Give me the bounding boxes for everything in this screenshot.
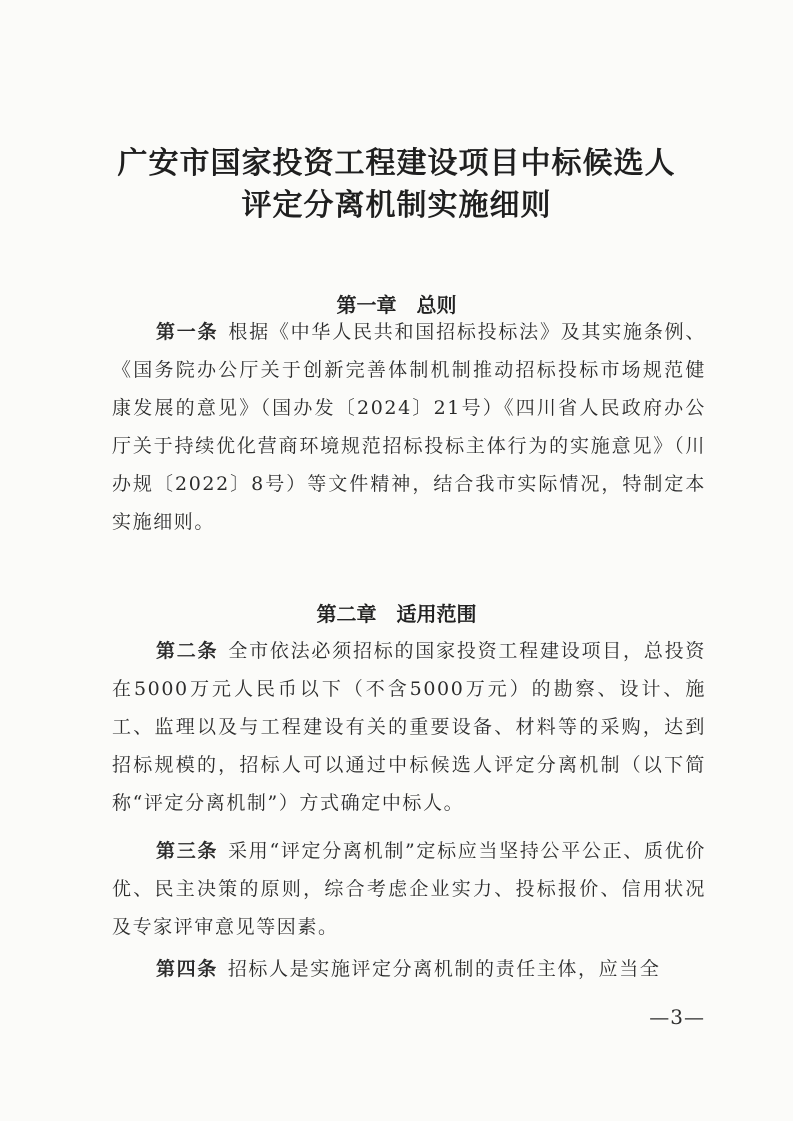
article-4-text: 招标人是实施评定分离机制的责任主体，应当全 <box>227 958 661 980</box>
article-1-text: 根据《中华人民共和国招标投标法》及其实施条例、《国务院办公厅关于创新完善体制机制推动招标投标市场规范健康发展的意见》（国办发〔2024〕21号）《四川省人民政府办公厅关于持续优化营商环境规范招标投标主体行为的实施意见》（川办规〔2022〕8号）等文件精神，结合我市实际情况，特制定本实施细则。 <box>112 321 706 533</box>
article-3-label: 第三条 <box>156 840 219 862</box>
article-1-label: 第一条 <box>156 321 219 343</box>
document-title-line-2: 评定分离机制实施细则 <box>241 188 552 223</box>
article-3 <box>112 832 706 946</box>
chapter-2-heading: 第二章 适用范围 <box>316 602 477 626</box>
article-1 <box>112 313 706 541</box>
article-4 <box>112 950 706 988</box>
document-title-line-1: 广安市国家投资工程建设项目中标候选人 <box>117 146 676 181</box>
article-2-text: 全市依法必须招标的国家投资工程建设项目，总投资在5000万元人民币以下（不含5000万元）的勘察、设计、施工、监理以及与工程建设有关的重要设备、材料等的采购，达到招标规模的，招标人可以通过中标候选人评定分离机制（以下简称“评定分离机制”）方式确定中标人。 <box>112 640 706 814</box>
article-4-label: 第四条 <box>156 958 218 980</box>
article-2-label: 第二条 <box>156 640 219 662</box>
page-number: —3— <box>649 1005 705 1029</box>
article-2 <box>112 632 706 822</box>
article-3-text: 采用“评定分离机制”定标应当坚持公平公正、质优价优、民主决策的原则，综合考虑企业实力、投标报价、信用状况及专家评审意见等因素。 <box>112 840 706 938</box>
chapter-1-heading: 第一章 总则 <box>336 293 457 317</box>
